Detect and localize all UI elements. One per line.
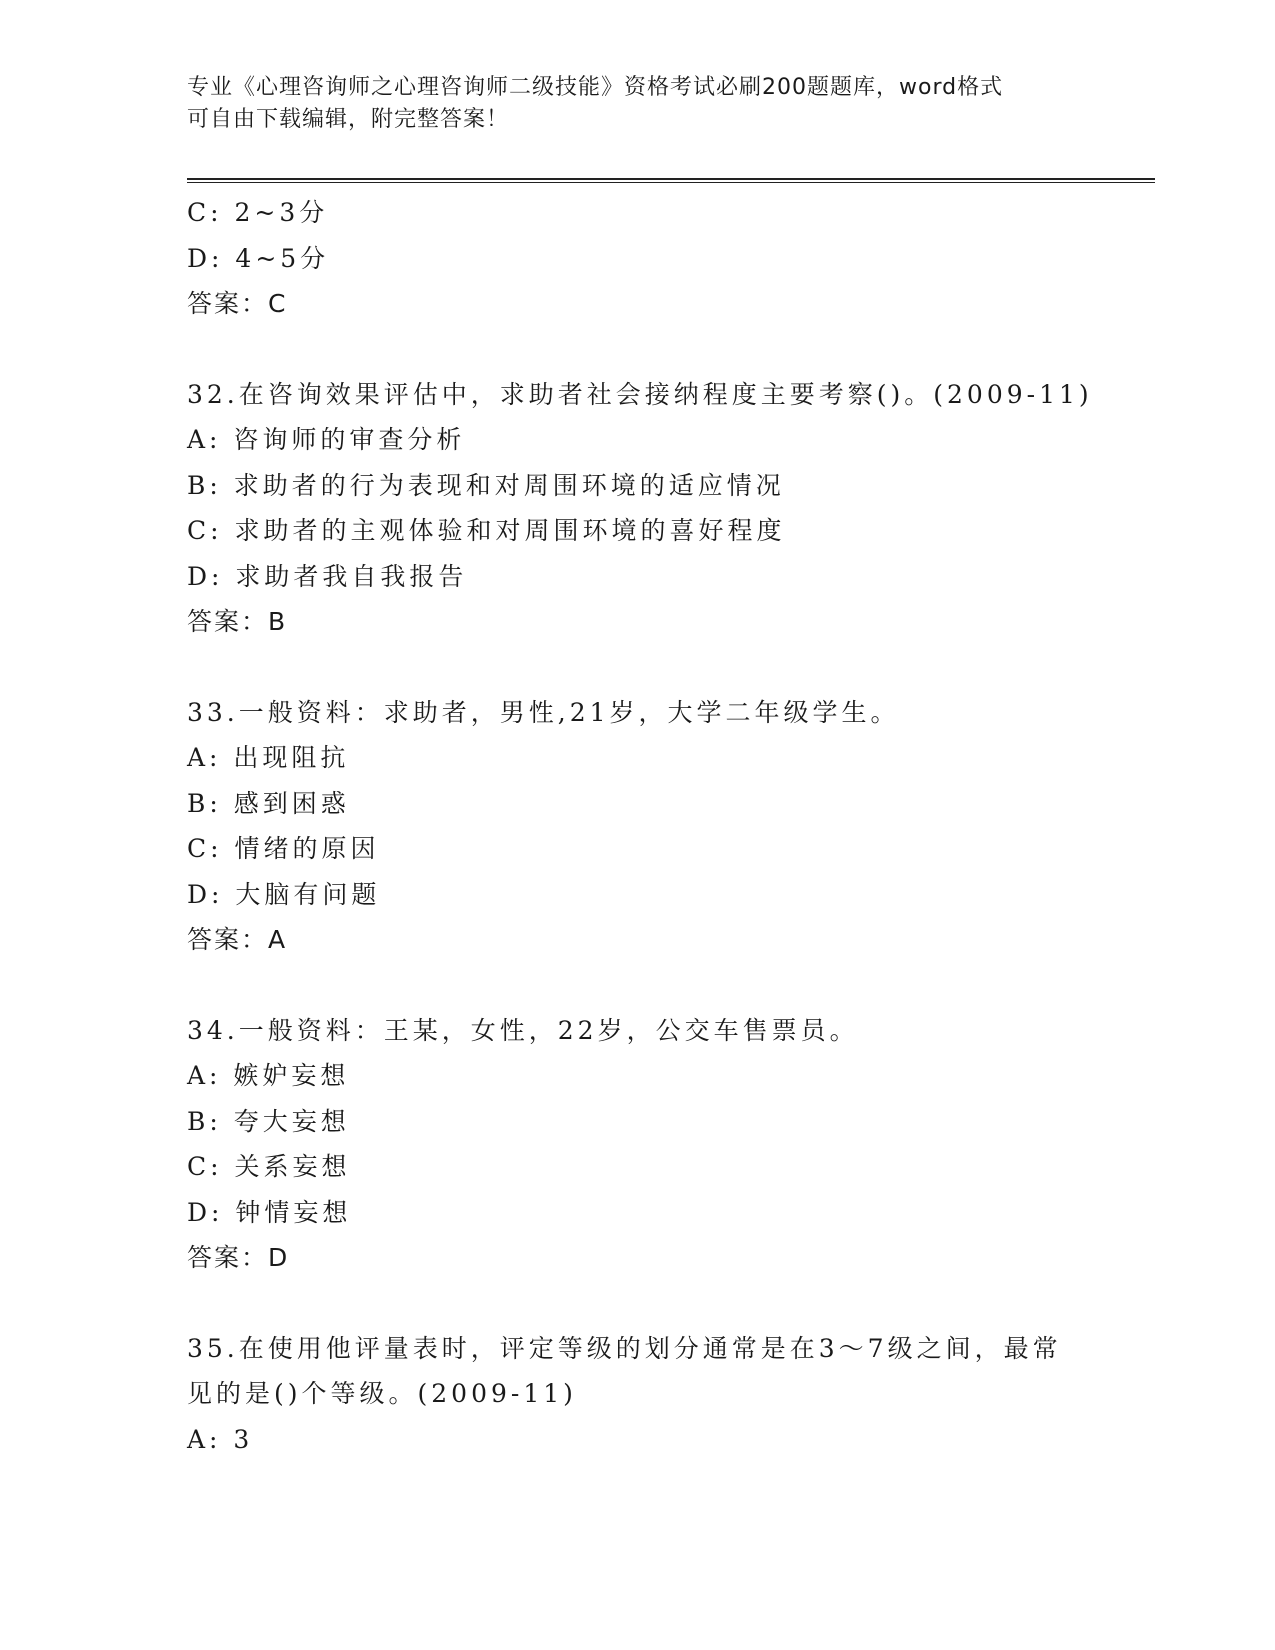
option-c: C: 2~3分 — [187, 198, 329, 227]
question-33 — [187, 690, 1087, 963]
question-stem-line1: 35.在使用他评量表时，评定等级的划分通常是在3～7级之间，最常 — [187, 1333, 1062, 1363]
option-c: C: 求助者的主观体验和对周围环境的喜好程度 — [187, 516, 786, 545]
question-35 — [187, 1326, 1087, 1463]
question-31-continuation — [187, 190, 1087, 327]
option-b: B: 求助者的行为表现和对周围环境的适应情况 — [187, 470, 785, 500]
option-a: A: 出现阻抗 — [187, 743, 350, 772]
answer-label: 答案：A — [187, 925, 288, 954]
question-stem: 34.一般资料：王某，女性，22岁，公交车售票员。 — [187, 1015, 859, 1045]
option-b: B: 夸大妄想 — [187, 1106, 350, 1136]
header-divider — [187, 178, 1155, 183]
option-d: D: 大脑有问题 — [187, 879, 381, 909]
option-d: D: 钟情妄想 — [187, 1197, 352, 1227]
answer-label: 答案：D — [187, 1243, 290, 1272]
option-c: C: 情绪的原因 — [187, 834, 380, 863]
option-a: A: 嫉妒妄想 — [187, 1061, 350, 1090]
question-32 — [187, 372, 1093, 645]
option-b: B: 感到困惑 — [187, 788, 350, 818]
option-d: D: 4~5分 — [187, 243, 330, 273]
option-d: D: 求助者我自我报告 — [187, 561, 468, 591]
header-title-line2: 可自由下载编辑，附完整答案！ — [187, 107, 510, 132]
answer-label: 答案：B — [187, 607, 288, 636]
question-list — [187, 190, 1093, 1462]
option-a: A: 3 — [187, 1424, 254, 1454]
question-stem: 32.在咨询效果评估中，求助者社会接纳程度主要考察()。(2009-11) — [187, 379, 1093, 409]
answer-label: 答案：C — [187, 289, 288, 318]
option-c: C: 关系妄想 — [187, 1152, 351, 1181]
question-stem: 33.一般资料：求助者，男性,21岁，大学二年级学生。 — [187, 697, 900, 727]
question-stem-line2: 见的是()个等级。(2009-11) — [187, 1379, 577, 1408]
option-a: A: 咨询师的审查分析 — [187, 425, 466, 454]
header-title-line1: 专业《心理咨询师之心理咨询师二级技能》资格考试必刷200题题库，word格式 — [187, 75, 1004, 100]
page-header — [187, 72, 1067, 136]
question-34 — [187, 1008, 1087, 1281]
